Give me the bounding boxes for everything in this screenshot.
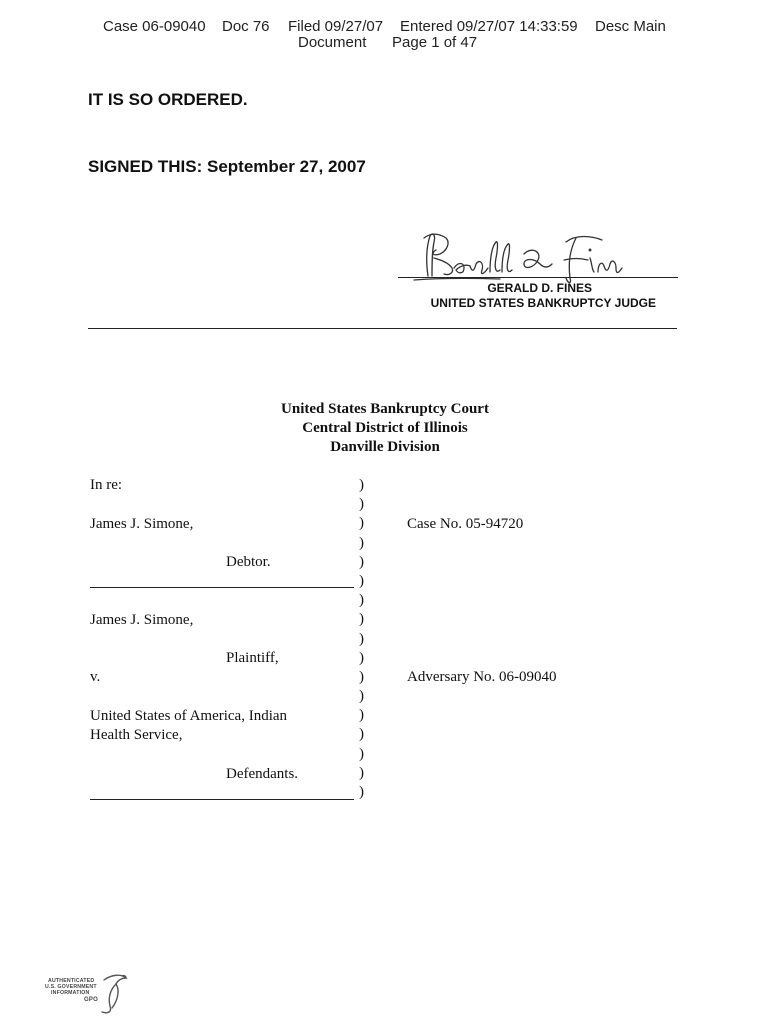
header-filed-date: Filed 09/27/07: [288, 18, 384, 35]
seal-line-1: AUTHENTICATED: [48, 978, 95, 984]
judge-title: UNITED STATES BANKRUPTCY JUDGE: [430, 296, 656, 310]
judge-signature-image: [410, 228, 635, 288]
caption-underline-1: [90, 587, 354, 588]
paren: ): [359, 477, 364, 493]
seal-line-3: INFORMATION: [51, 990, 90, 996]
gpo-authentication-seal: [42, 972, 132, 1018]
paren: ): [359, 668, 364, 685]
court-division: Danville Division: [330, 439, 440, 455]
paren: ): [359, 572, 364, 589]
defendant-name-line1: United States of America, Indian: [90, 708, 288, 724]
court-district: Central District of Illinois: [302, 420, 468, 436]
header-entered-date: Entered 09/27/07 14:33:59: [400, 18, 578, 35]
plaintiff-name: James J. Simone,: [90, 612, 194, 628]
header-doc-number: Doc 76: [222, 18, 270, 35]
header-case-number: Case 06-09040: [103, 18, 206, 35]
adversary-number: Adversary No. 06-09040: [407, 669, 557, 685]
paren: ): [359, 764, 364, 781]
header-page-count: Page 1 of 47: [392, 34, 478, 51]
paren: ): [359, 726, 364, 743]
seal-line-2: U.S. GOVERNMENT: [45, 984, 97, 990]
defendant-role: Defendants.: [226, 766, 299, 782]
paren: ): [359, 649, 364, 666]
court-name: United States Bankruptcy Court: [281, 401, 489, 417]
paren: ): [359, 534, 364, 551]
case-number: Case No. 05-94720: [407, 516, 524, 532]
debtor-name: James J. Simone,: [90, 516, 194, 532]
paren: ): [359, 745, 364, 762]
paren: ): [359, 630, 364, 647]
defendant-name-line2: Health Service,: [90, 727, 183, 743]
caption-underline-2: [90, 799, 354, 800]
signature-line: [398, 277, 678, 278]
paren: ): [359, 784, 364, 800]
header-desc: Desc Main: [595, 18, 666, 35]
header-divider: [88, 328, 677, 329]
plaintiff-role: Plaintiff,: [226, 650, 279, 666]
paren: ): [359, 515, 364, 532]
paren: ): [359, 496, 364, 513]
caption-parenthesis-column: [359, 476, 371, 802]
header-document-label: Document: [298, 34, 367, 51]
paren: ): [359, 707, 364, 724]
seal-line-4: GPO: [84, 997, 98, 1003]
paren: ): [359, 592, 364, 609]
eagle-icon: [98, 972, 128, 1016]
paren: ): [359, 611, 364, 628]
signed-date-heading: SIGNED THIS: September 27, 2007: [88, 157, 366, 176]
judge-name: GERALD D. FINES: [487, 281, 592, 295]
so-ordered-heading: IT IS SO ORDERED.: [88, 90, 248, 109]
in-re-label: In re:: [90, 477, 123, 493]
paren: ): [359, 688, 364, 705]
debtor-role: Debtor.: [226, 554, 271, 570]
document-header: [0, 18, 770, 54]
versus-label: v.: [90, 669, 101, 685]
paren: ): [359, 553, 364, 570]
